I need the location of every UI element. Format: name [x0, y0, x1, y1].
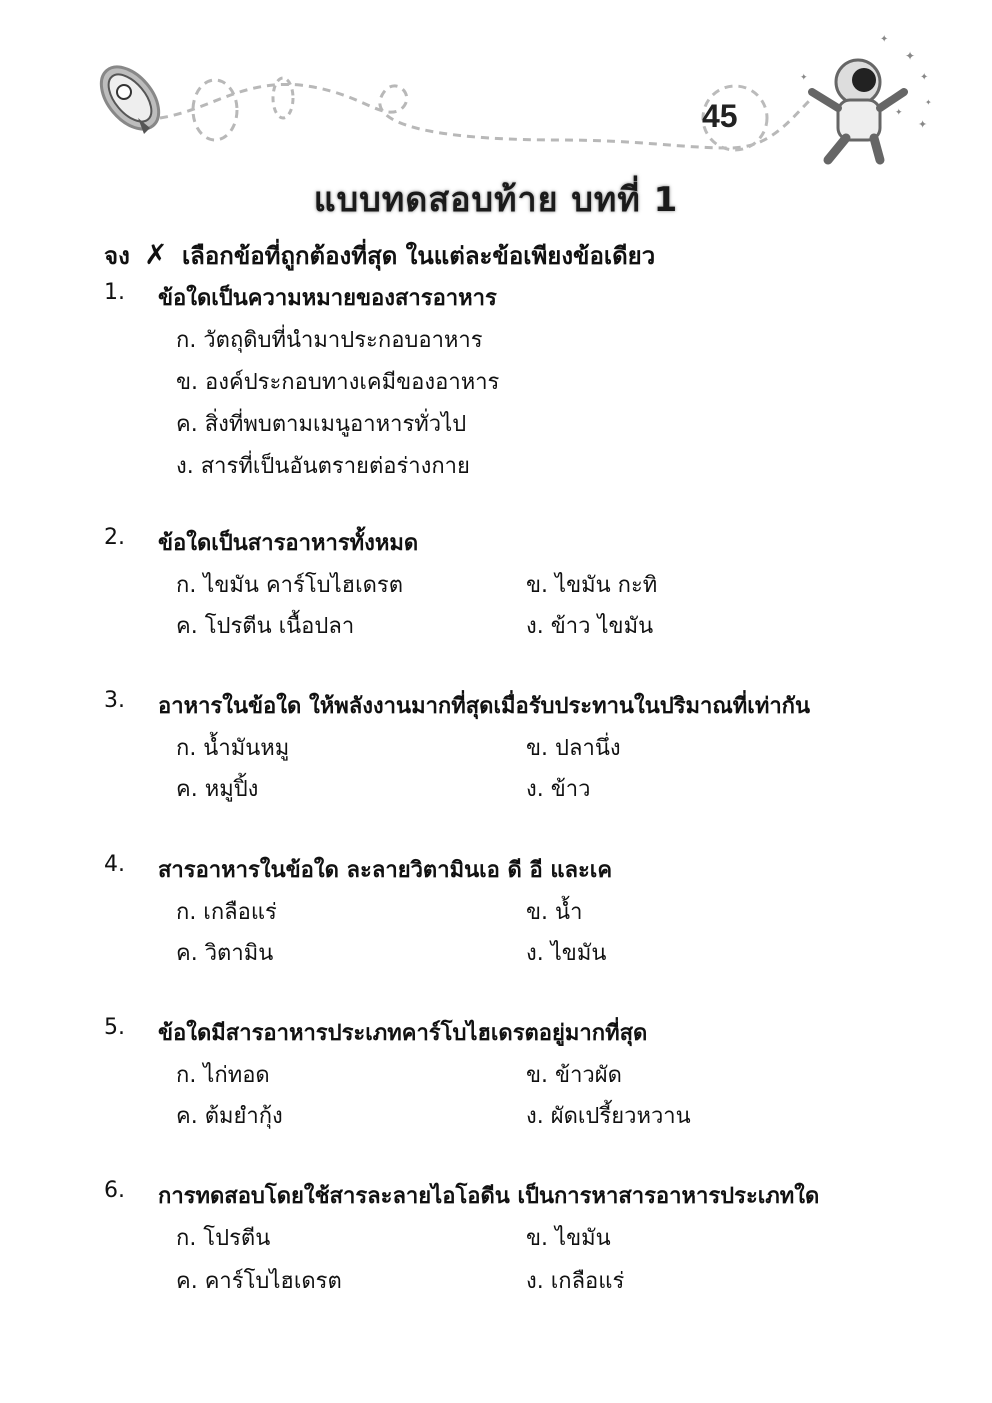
page-title: แบบทดสอบท้าย บทที่ 1 [313, 180, 679, 220]
option-d[interactable]: ง. สารที่เป็นอันตรายต่อร่างกาย [176, 454, 470, 479]
question-number: 6. [104, 1178, 125, 1203]
question-number: 5. [104, 1015, 125, 1040]
rocket-icon [90, 56, 170, 139]
question-text: การทดสอบโดยใช้สารละลายไอโอดีน เป็นการหาสารอาหารประเภทใด [158, 1184, 820, 1209]
option-a[interactable]: ก. โปรตีน [176, 1226, 271, 1251]
option-a[interactable]: ก. ไก่ทอด [176, 1063, 270, 1088]
question-text: ข้อใดมีสารอาหารประเภทคาร์โบไฮเดรตอยู่มากที่สุด [158, 1021, 648, 1046]
header-decoration [0, 0, 992, 200]
option-c[interactable]: ค. สิ่งที่พบตามเมนูอาหารทั่วไป [176, 412, 467, 437]
instruction-text: เลือกข้อที่ถูกต้องที่สุด ในแต่ละข้อเพียงข้อเดียว [181, 242, 656, 270]
question-text: สารอาหารในข้อใด ละลายวิตามินเอ ดี อี และเค [158, 858, 613, 883]
x-mark-icon: ✗ [144, 238, 168, 271]
question-3 [104, 688, 904, 810]
option-a[interactable]: ก. วัตถุดิบที่นำมาประกอบอาหาร [176, 328, 483, 353]
question-number: 1. [104, 280, 125, 305]
question-6 [104, 1178, 904, 1305]
svg-text:✦: ✦ [918, 118, 928, 131]
question-text: ข้อใดเป็นความหมายของสารอาหาร [158, 286, 497, 311]
option-a[interactable]: ก. เกลือแร่ [176, 900, 277, 925]
svg-text:✦: ✦ [880, 34, 889, 45]
option-b[interactable]: ข. ไขมัน กะทิ [526, 573, 658, 598]
instruction-prefix: จง [104, 242, 130, 270]
question-number: 2. [104, 525, 125, 550]
option-d[interactable]: ง. ผัดเปรี้ยวหวาน [526, 1104, 691, 1129]
option-c[interactable]: ค. คาร์โบไฮเดรต [176, 1269, 342, 1294]
option-c[interactable]: ค. หมูปิ้ง [176, 777, 259, 802]
question-text: ข้อใดเป็นสารอาหารทั้งหมด [158, 531, 419, 556]
option-b[interactable]: ข. น้ำ [526, 900, 583, 925]
question-1 [104, 280, 904, 488]
option-c[interactable]: ค. วิตามิน [176, 941, 274, 966]
astronaut-icon [812, 60, 904, 160]
svg-text:✦: ✦ [800, 73, 808, 83]
question-5 [104, 1015, 904, 1137]
option-b[interactable]: ข. องค์ประกอบทางเคมีของอาหาร [176, 370, 500, 395]
question-text: อาหารในข้อใด ให้พลังงานมากที่สุดเมื่อรับประทานในปริมาณที่เท่ากัน [158, 694, 811, 719]
instruction [104, 236, 655, 275]
option-b[interactable]: ข. ไขมัน [526, 1226, 611, 1251]
svg-text:✦: ✦ [895, 108, 903, 118]
option-d[interactable]: ง. ข้าว ไขมัน [526, 614, 654, 639]
option-c[interactable]: ค. ต้มยำกุ้ง [176, 1104, 283, 1129]
svg-text:✦: ✦ [905, 49, 916, 63]
question-number: 3. [104, 688, 125, 713]
svg-text:✦: ✦ [925, 98, 932, 107]
option-d[interactable]: ง. เกลือแร่ [526, 1269, 625, 1294]
option-d[interactable]: ง. ไขมัน [526, 941, 607, 966]
question-2 [104, 525, 904, 647]
option-a[interactable]: ก. ไขมัน คาร์โบไฮเดรต [176, 573, 404, 598]
svg-text:✦: ✦ [920, 72, 929, 83]
option-d[interactable]: ง. ข้าว [526, 777, 591, 802]
question-4 [104, 852, 904, 974]
page-number: 45 [702, 98, 738, 134]
option-b[interactable]: ข. ข้าวผัด [526, 1063, 622, 1088]
option-b[interactable]: ข. ปลานึ่ง [526, 736, 621, 761]
option-c[interactable]: ค. โปรตีน เนื้อปลา [176, 614, 355, 639]
option-a[interactable]: ก. น้ำมันหมู [176, 736, 290, 761]
question-number: 4. [104, 852, 125, 877]
